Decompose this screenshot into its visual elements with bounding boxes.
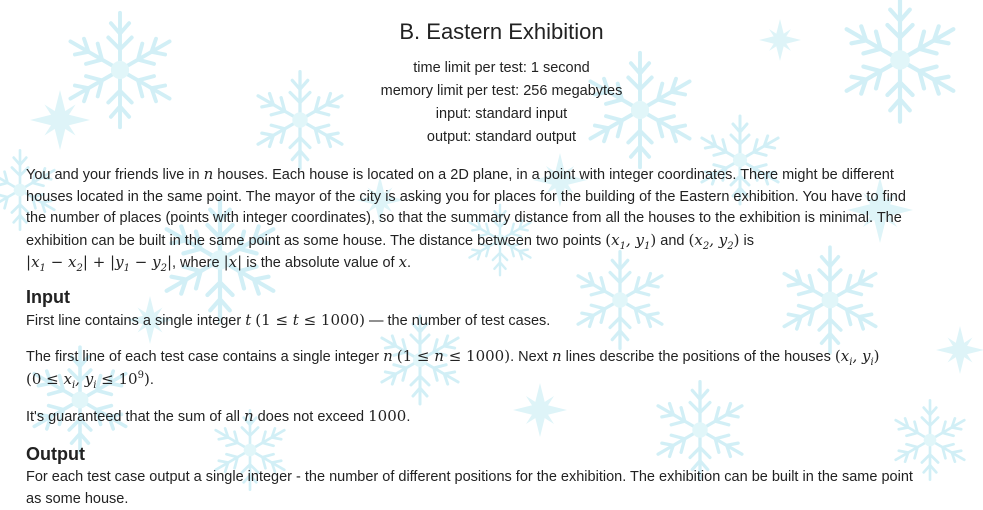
memory-limit: memory limit per test: 256 megabytes — [380, 83, 623, 99]
input-text: . Next — [510, 349, 552, 365]
input-text: lines describe the positions of the houses — [561, 349, 835, 365]
math-distance-formula: $|x_1 - x_2| + |y_1 - y_2|$ — [26, 253, 172, 274]
legend-text: is — [739, 232, 754, 249]
input-paragraph-3 — [26, 406, 971, 429]
math-1000: 1000 — [368, 407, 407, 425]
math-n: n — [243, 407, 254, 425]
output-header: Output — [26, 444, 85, 464]
legend-text: the number of places (points with integer coordinates), so that the summary distance from all the houses to the exhibition is minimal. The — [26, 210, 902, 226]
legend-text: You and your friends live in — [26, 167, 204, 183]
math-abs-x: |x| — [223, 253, 243, 271]
math-t: t — [245, 311, 252, 329]
input-text: It's guaranteed that the sum of all — [26, 409, 244, 425]
legend-text: . — [407, 255, 412, 271]
math-n: n — [551, 347, 562, 365]
input-paragraph-1 — [26, 310, 971, 333]
input-text: The first line of each test case contains a single integer — [26, 349, 384, 365]
output-paragraph — [26, 467, 971, 510]
output-text: For each test case output a single integer - the number of different positions for the exhibition. The exhibition can be built in the same point — [26, 469, 913, 485]
input-text: . — [406, 409, 411, 425]
legend-text: exhibition can be built in the same point as some house. The distance between two points — [26, 232, 606, 249]
legend-paragraph — [26, 164, 971, 275]
legend-text: , where — [172, 255, 224, 271]
problem-title: B. Eastern Exhibition — [399, 19, 604, 44]
input-paragraph-2 — [26, 346, 971, 391]
input-header: Input — [26, 287, 70, 307]
output-file: output: standard output — [426, 129, 577, 145]
legend-text: houses. Each house is located on a 2D plane, in a point with integer coordinates. There might be different — [213, 167, 894, 183]
math-n: n — [383, 347, 393, 365]
legend-text: is the absolute value of — [242, 255, 399, 271]
math-point-2: ($x_2$, $y_2$) — [688, 230, 740, 252]
legend-text: and — [656, 232, 689, 249]
input-text: — the number of test cases. — [364, 313, 551, 329]
math-x: x — [398, 253, 408, 271]
time-limit: time limit per test: 1 second — [413, 60, 590, 76]
math-point-1: ($x_1$, $y_1$) — [605, 230, 657, 252]
math-t-constraint: (1 ≤ t ≤ 1000) — [255, 311, 365, 329]
input-file: input: standard input — [435, 106, 568, 122]
input-text: First line contains a single integer — [26, 313, 246, 329]
output-text: as some house. — [26, 490, 129, 507]
legend-text: houses located in the same point. The mayor of the city is asking you for places for the building of the Eastern exhibition. You have to find — [26, 188, 906, 205]
input-text: does not exceed — [253, 409, 369, 425]
math-house-coords: ($x_i$, $y_i$) — [834, 347, 880, 368]
math-coord-constraint: ($0 \le x_i$, $y_i \le 10^9$) — [26, 369, 150, 391]
input-text: . — [149, 371, 154, 388]
math-n: n — [203, 165, 214, 183]
math-n-constraint: (1 ≤ n ≤ 1000) — [396, 347, 511, 365]
